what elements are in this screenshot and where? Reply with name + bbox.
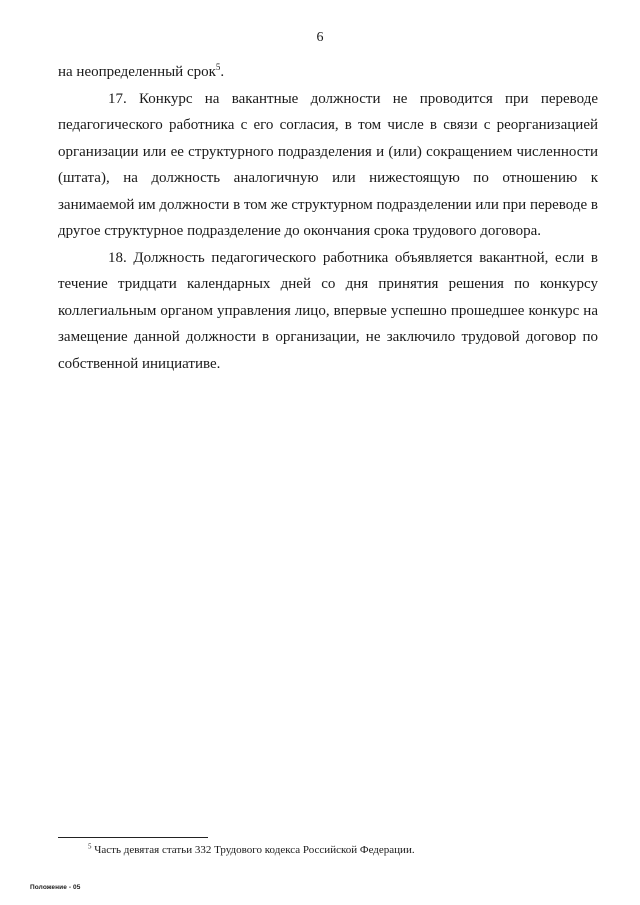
footnote-divider bbox=[58, 837, 208, 838]
footnote-text: Часть девятая статьи 332 Трудового кодекса Российской Федерации. bbox=[91, 844, 415, 856]
continuation-text: на неопределенный срок bbox=[58, 64, 216, 80]
paragraph-18: 18. Должность педагогического работника объявляется вакантной, если в течение тридцати календарных дней со дня принятия решения по конкурсу коллегиальным органом управления лицо, впервые успешно прошедшее конкурс на замещение данной должности в организации, не заключило трудовой договор по собственной инициативе. bbox=[58, 249, 598, 372]
paragraph-17: 17. Конкурс на вакантные должности не проводится при переводе педагогического работника с его согласия, в том числе в связи с реорганизацией организации или ее структурного подразделения и (или) сокращением численности (штата), на должность аналогичную или нижестоящую по отношению к занимаемой им должности в том же структурном подразделении или при переводе в другое структурное подразделение до окончания срока трудового договора. bbox=[58, 90, 598, 239]
continuation-tail: . bbox=[220, 64, 225, 80]
footnote-marker: 5 bbox=[88, 842, 92, 851]
footnote bbox=[88, 843, 415, 857]
footnote-reference[interactable]: 5 bbox=[215, 62, 221, 72]
paragraph-continuation bbox=[58, 59, 598, 86]
document-code: Положение - 05 bbox=[30, 884, 81, 891]
page-number: 6 bbox=[316, 30, 324, 45]
document-body bbox=[58, 59, 598, 377]
